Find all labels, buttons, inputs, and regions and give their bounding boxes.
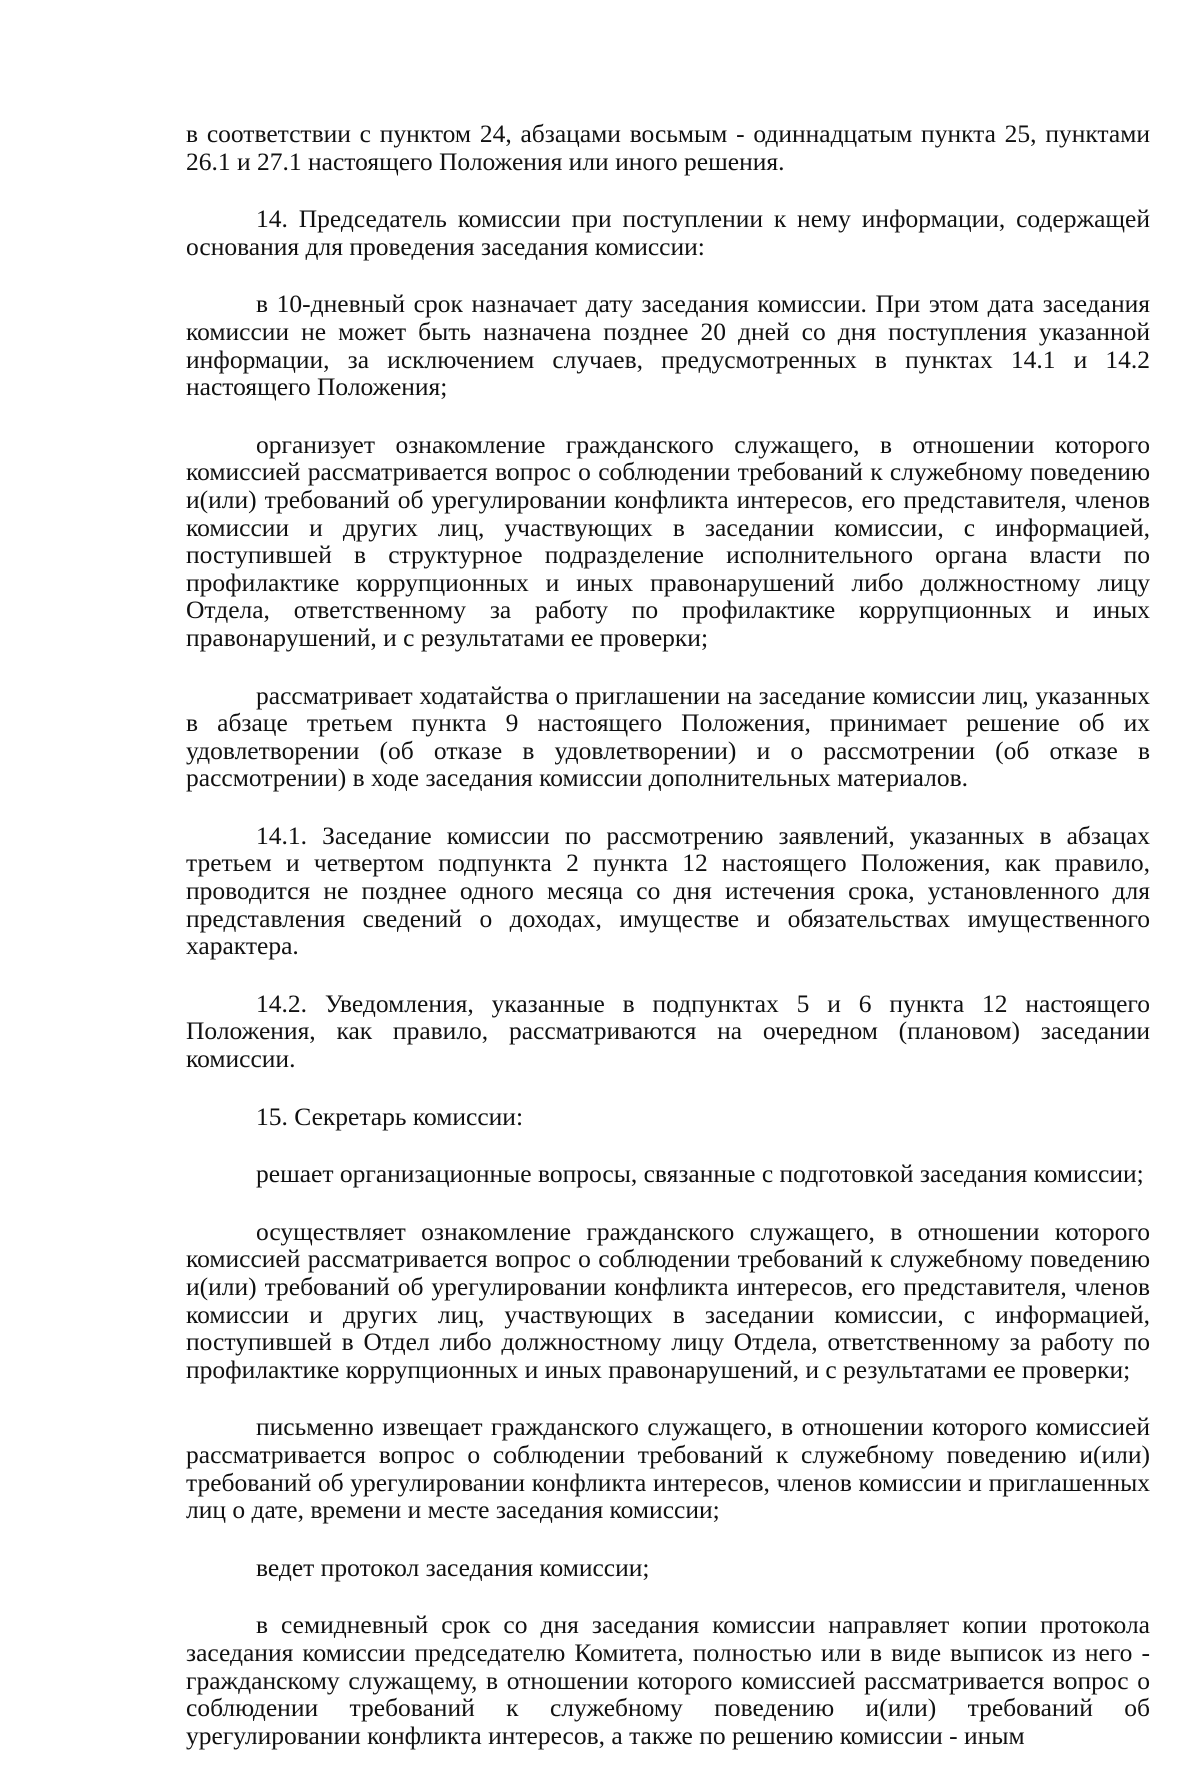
paragraph-item-14-petitions: рассматривает ходатайства о приглашении на заседание комиссии лиц, указанных в абзаце третьем пункта 9 настоящего Положения, принимает решение об их удовлетворении (об отказе в удовлетворении) и о рассмотрении (об отказе в рассмотрении) в ходе заседания комиссии дополнительных материалов.: [186, 680, 1150, 793]
document-body: [186, 120, 1150, 1779]
paragraph-continuation: в соответствии с пунктом 24, абзацами восьмым - одиннадцатым пункта 25, пунктами 26.1 и 27.1 настоящего Положения или иного решения.: [186, 119, 1150, 176]
paragraph-item-14-2: 14.2. Уведомления, указанные в подпунктах 5 и 6 пункта 12 настоящего Положения, как правило, рассматриваются на очередном (плановом) заседании комиссии.: [186, 988, 1150, 1074]
paragraph-item-15: 15. Секретарь комиссии:: [256, 1101, 524, 1131]
paragraph-item-14-1: 14.1. Заседание комиссии по рассмотрению заявлений, указанных в абзацах третьем и четвертом подпункта 2 пункта 12 настоящего Положения, как правило, проводится не позднее одного месяца со дня истечения срока, установленного для представления сведений о доходах, имуществе и обязательствах имущественного характера.: [186, 820, 1150, 961]
paragraph-item-15-familiarization: осуществляет ознакомление гражданского служащего, в отношении которого комиссией рассматривается вопрос о соблюдении требований к служебному поведению и(или) требований об урегулировании конфликта интересов, его представителя, членов комиссии и других лиц, участвующих в заседании комиссии, с информацией, поступившей в Отдел либо должностному лицу Отдела, ответственному за работу по профилактике коррупционных и иных правонарушений, и с результатами ее проверки;: [186, 1216, 1150, 1384]
paragraph-item-15-copies: в семидневный срок со дня заседания комиссии направляет копии протокола заседания комиссии председателю Комитета, полностью или в виде выписок из него - гражданскому служащему, в отношении которого комиссией рассматривается вопрос о соблюдении требований к служебному поведению и(или) требований об урегулировании конфликта интересов, а также по решению комиссии - иным: [186, 1610, 1150, 1750]
paragraph-item-14-familiarization: организует ознакомление гражданского служащего, в отношении которого комиссией рассматривается вопрос о соблюдении требований к служебному поведению и(или) требований об урегулировании конфликта интересов, его представителя, членов комиссии и других лиц, участвующих в заседании комиссии, с информацией, поступившей в структурное подразделение исполнительного органа власти по профилактике коррупционных и иных правонарушений либо должностному лицу Отдела, ответственному за работу по профилактике коррупционных и иных правонарушений, и с результатами ее проверки;: [186, 429, 1150, 652]
paragraph-item-14-date: в 10-дневный срок назначает дату заседания комиссии. При этом дата заседания комиссии не может быть назначена позднее 20 дней со дня поступления указанной информации, за исключением случаев, предусмотренных в пунктах 14.1 и 14.2 настоящего Положения;: [186, 289, 1150, 402]
paragraph-item-15-minutes: ведет протокол заседания комиссии;: [256, 1552, 650, 1582]
paragraph-item-15-organizational: решает организационные вопросы, связанные с подготовкой заседания комиссии;: [256, 1159, 1144, 1189]
paragraph-item-15-notification: письменно извещает гражданского служащего, в отношении которого комиссией рассматривается вопрос о соблюдении требований к служебному поведению и(или) требований об урегулировании конфликта интересов, членов комиссии и приглашенных лиц о дате, времени и месте заседания комиссии;: [186, 1412, 1150, 1525]
paragraph-item-14: 14. Председатель комиссии при поступлении к нему информации, содержащей основания для проведения заседания комиссии:: [186, 204, 1150, 261]
